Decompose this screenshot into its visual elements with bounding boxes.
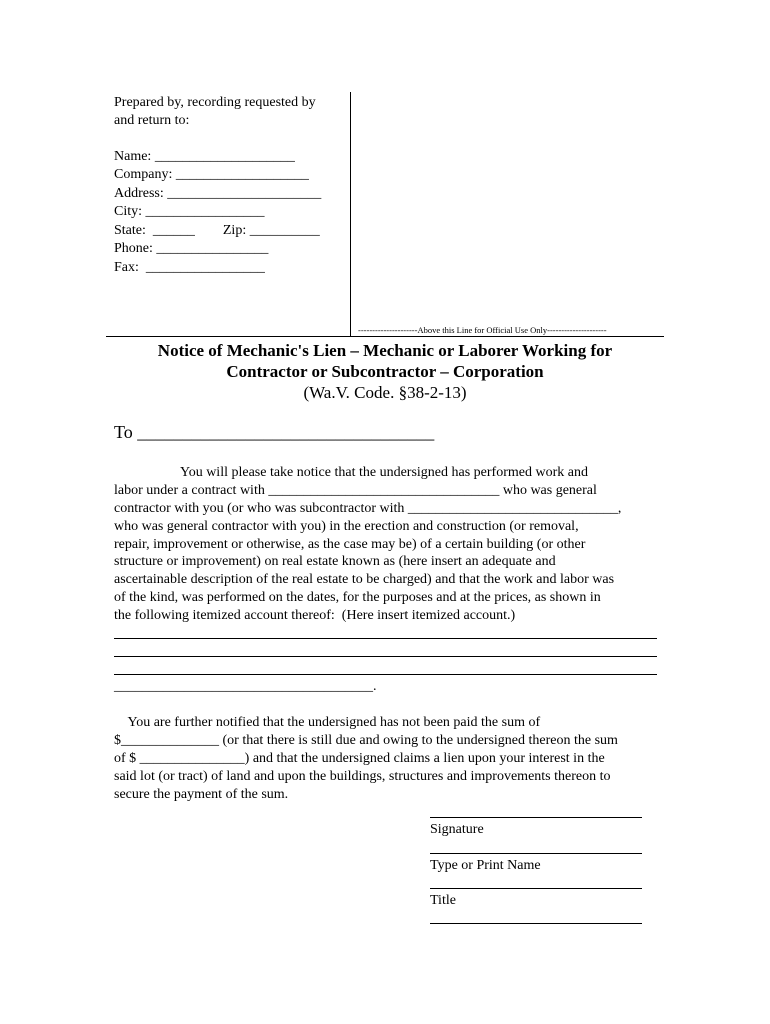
title-line[interactable]	[430, 888, 642, 889]
signature-label: Signature	[430, 822, 484, 837]
header-horizontal-divider	[106, 336, 664, 337]
fax-field[interactable]: Fax: _________________	[114, 260, 265, 275]
official-use-notice: ---------------------Above this Line for Official Use Only---------------------	[358, 325, 607, 335]
paragraph1-line: ascertainable description of the real estate to be charged) and that the work and labor was	[114, 572, 615, 587]
itemized-account-line[interactable]	[114, 638, 657, 639]
paragraph2-line: said lot (or tract) of land and upon the buildings, structures and improvements thereon to	[114, 769, 611, 784]
paragraph1-line: of the kind, was performed on the dates, for the purposes and at the prices, as shown in	[114, 590, 601, 605]
name-field[interactable]: Name: ____________________	[114, 149, 295, 164]
paragraph2-line: You are further notified that the undersigned has not been paid the sum of	[114, 715, 541, 730]
document-title-line1: Notice of Mechanic's Lien – Mechanic or Laborer Working for	[157, 341, 613, 360]
state-zip-field[interactable]: State: ______ Zip: __________	[114, 223, 320, 238]
phone-field[interactable]: Phone: ________________	[114, 241, 269, 256]
recipient-field[interactable]: To _________________________________	[114, 422, 435, 442]
address-field[interactable]: Address: ______________________	[114, 186, 322, 201]
statute-citation: (Wa.V. Code. §38-2-13)	[303, 383, 467, 402]
paragraph1-line: structure or improvement) on real estate known as (here insert an adequate and	[114, 554, 556, 569]
paragraph2-line: $______________ (or that there is still due and owing to the undersigned thereon the sum	[114, 733, 618, 748]
paragraph1-line: repair, improvement or otherwise, as the case may be) of a certain building (or other	[114, 537, 586, 552]
title-label: Title	[430, 893, 456, 908]
itemized-account-last-line[interactable]: _____________________________________.	[114, 679, 377, 694]
print-name-label: Type or Print Name	[430, 858, 541, 873]
signature-line[interactable]	[430, 817, 642, 818]
city-field[interactable]: City: _________________	[114, 204, 265, 219]
paragraph2-line: of $ _______________) and that the undersigned claims a lien upon your interest in the	[114, 751, 605, 766]
document-title-line2: Contractor or Subcontractor – Corporation	[226, 362, 544, 381]
itemized-account-line[interactable]	[114, 674, 657, 675]
itemized-account-line[interactable]	[114, 656, 657, 657]
print-name-line[interactable]	[430, 853, 642, 854]
paragraph2-line: secure the payment of the sum.	[114, 787, 289, 802]
extra-signature-line[interactable]	[430, 923, 642, 924]
paragraph1-line: labor under a contract with _________________________________ who was general	[114, 483, 597, 498]
prepared-by-label: Prepared by, recording requested by	[114, 95, 316, 110]
paragraph1-line: who was general contractor with you) in the erection and construction (or removal,	[114, 519, 579, 534]
paragraph1-line: You will please take notice that the undersigned has performed work and	[114, 465, 588, 480]
return-to-label: and return to:	[114, 113, 190, 128]
header-vertical-divider	[350, 92, 351, 336]
paragraph1-line: the following itemized account thereof: (Here insert itemized account.)	[114, 608, 516, 623]
company-field[interactable]: Company: ___________________	[114, 167, 309, 182]
paragraph1-line: contractor with you (or who was subcontractor with ______________________________,	[114, 501, 622, 516]
